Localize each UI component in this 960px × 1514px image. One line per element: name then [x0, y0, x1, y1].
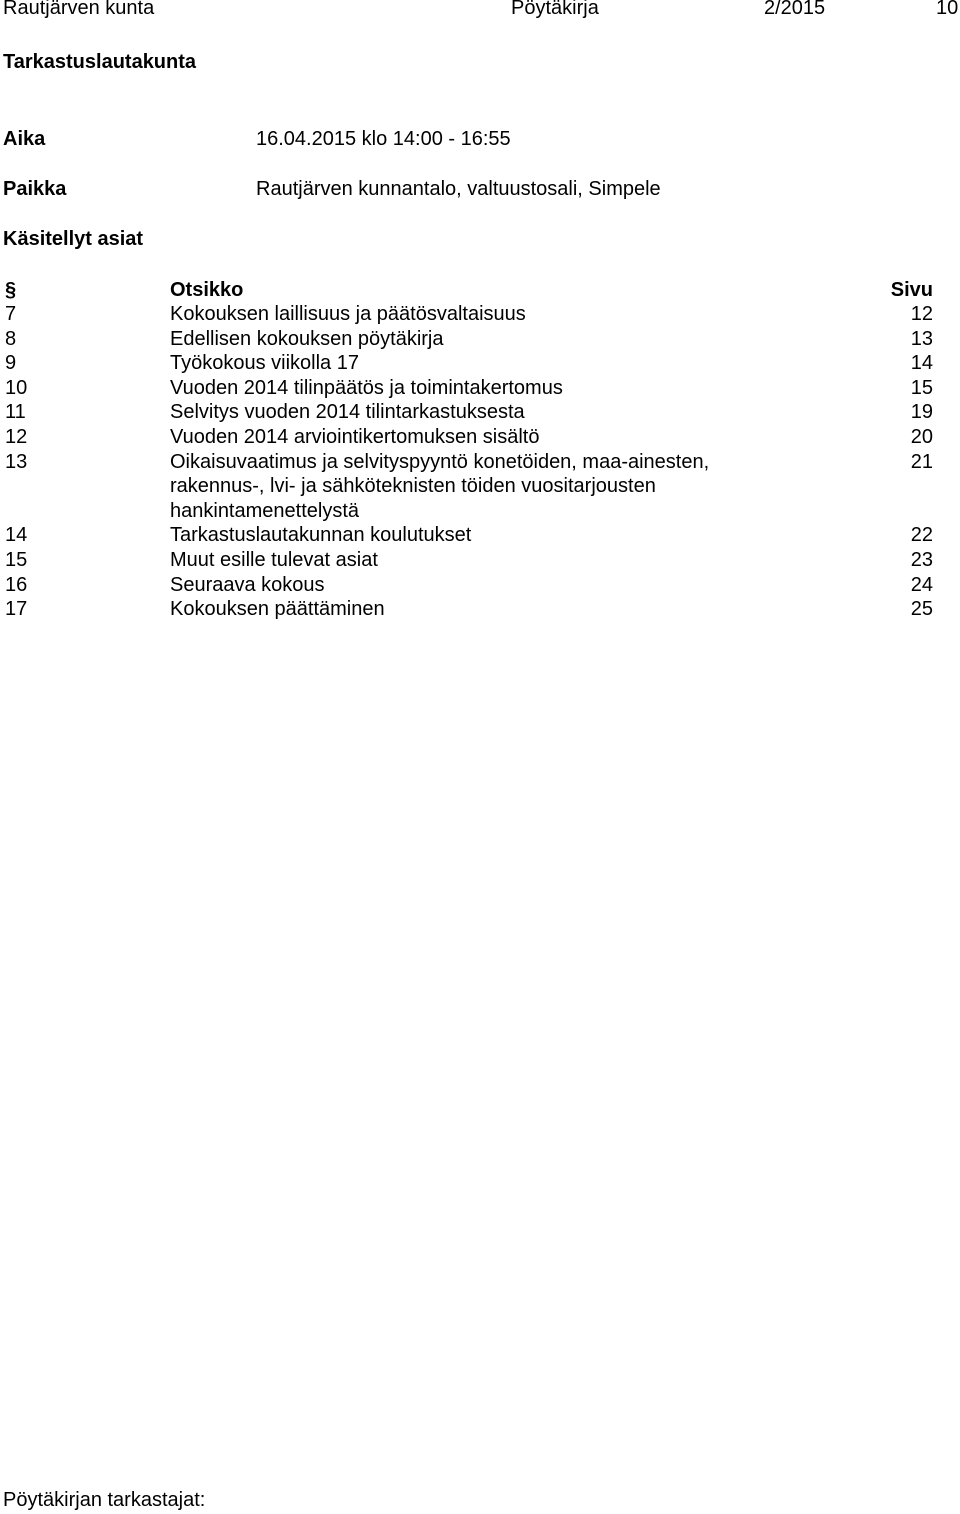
- minutes-reviewers-label: Pöytäkirjan tarkastajat:: [3, 1489, 206, 1511]
- agenda-item-page: 23: [910, 548, 933, 571]
- agenda-item: [0, 327, 960, 352]
- header-document-number: 2/2015: [764, 0, 826, 19]
- agenda-item-title: Kokouksen päättäminen: [170, 598, 385, 621]
- agenda-item: [0, 523, 960, 548]
- agenda-item-page: 13: [910, 327, 933, 350]
- agenda-item-title: Kokouksen laillisuus ja päätösvaltaisuus: [170, 303, 526, 325]
- agenda-item-number: 12: [5, 425, 28, 448]
- agenda-item-page: 22: [910, 524, 933, 547]
- handled-items-heading: Käsitellyt asiat: [3, 228, 144, 250]
- agenda-list: [0, 302, 960, 622]
- time-label: Aika: [3, 128, 46, 150]
- agenda-item: [0, 425, 960, 450]
- agenda-item-page: 20: [910, 425, 933, 448]
- time-value: 16.04.2015 klo 14:00 - 16:55: [256, 128, 511, 150]
- agenda-item-page: 15: [910, 376, 933, 399]
- agenda-item-number: 17: [5, 598, 28, 621]
- agenda-item-title: Vuoden 2014 arviointikertomuksen sisältö: [170, 425, 540, 448]
- agenda-item: [0, 573, 960, 598]
- agenda-item-number: 13: [5, 450, 28, 473]
- agenda-item-page: 19: [910, 401, 933, 424]
- header-document-type: Pöytäkirja: [511, 0, 599, 19]
- agenda-item-number: 9: [5, 352, 17, 375]
- agenda-item-number: 14: [5, 524, 28, 547]
- agenda-item-number: 16: [5, 573, 28, 596]
- agenda-item-page: 25: [910, 598, 933, 621]
- agenda-item: [0, 351, 960, 376]
- agenda-item-title: Vuoden 2014 tilinpäätös ja toimintakertomus: [170, 376, 563, 399]
- agenda-item-title: Seuraava kokous: [170, 573, 325, 596]
- agenda-item-number: 15: [5, 548, 28, 571]
- agenda-item: [0, 302, 960, 327]
- agenda-item-number: 7: [5, 303, 17, 325]
- agenda-item-number: 11: [5, 401, 26, 424]
- agenda-item-page: 24: [910, 573, 933, 596]
- agenda-item: [0, 400, 960, 425]
- header-municipality: Rautjärven kunta: [3, 0, 155, 19]
- agenda-page-header: Sivu: [890, 279, 933, 301]
- agenda-item-title: Oikaisuvaatimus ja selvityspyyntö konetöiden, maa-ainesten, rakennus-, lvi- ja sähköteknisten töiden vuositarjousten hankintamenettelystä: [170, 450, 710, 522]
- committee-name: Tarkastuslautakunta: [3, 51, 197, 73]
- agenda-subject-header: Otsikko: [170, 279, 244, 301]
- place-label: Paikka: [3, 178, 67, 200]
- agenda-item-number: 10: [5, 376, 28, 399]
- agenda-item-number: 8: [5, 327, 17, 350]
- agenda-item-title: Selvitys vuoden 2014 tilintarkastuksesta: [170, 401, 525, 424]
- agenda-item-page: 14: [910, 352, 933, 375]
- header-page-number: 10: [936, 0, 959, 19]
- agenda-item: [0, 548, 960, 573]
- agenda-item-title: Edellisen kokouksen pöytäkirja: [170, 327, 444, 350]
- place-value: Rautjärven kunnantalo, valtuustosali, Simpele: [256, 178, 661, 200]
- agenda-item-page: 21: [910, 450, 933, 473]
- agenda-item: [0, 376, 960, 401]
- agenda-item-title: Työkokous viikolla 17: [170, 352, 359, 375]
- agenda-item-page: 12: [910, 303, 933, 325]
- agenda-item-title: Tarkastuslautakunnan koulutukset: [170, 524, 472, 547]
- agenda-section-header: §: [5, 279, 17, 301]
- agenda-item-title: Muut esille tulevat asiat: [170, 548, 378, 571]
- agenda-item: [0, 450, 960, 524]
- agenda-item: [0, 597, 960, 622]
